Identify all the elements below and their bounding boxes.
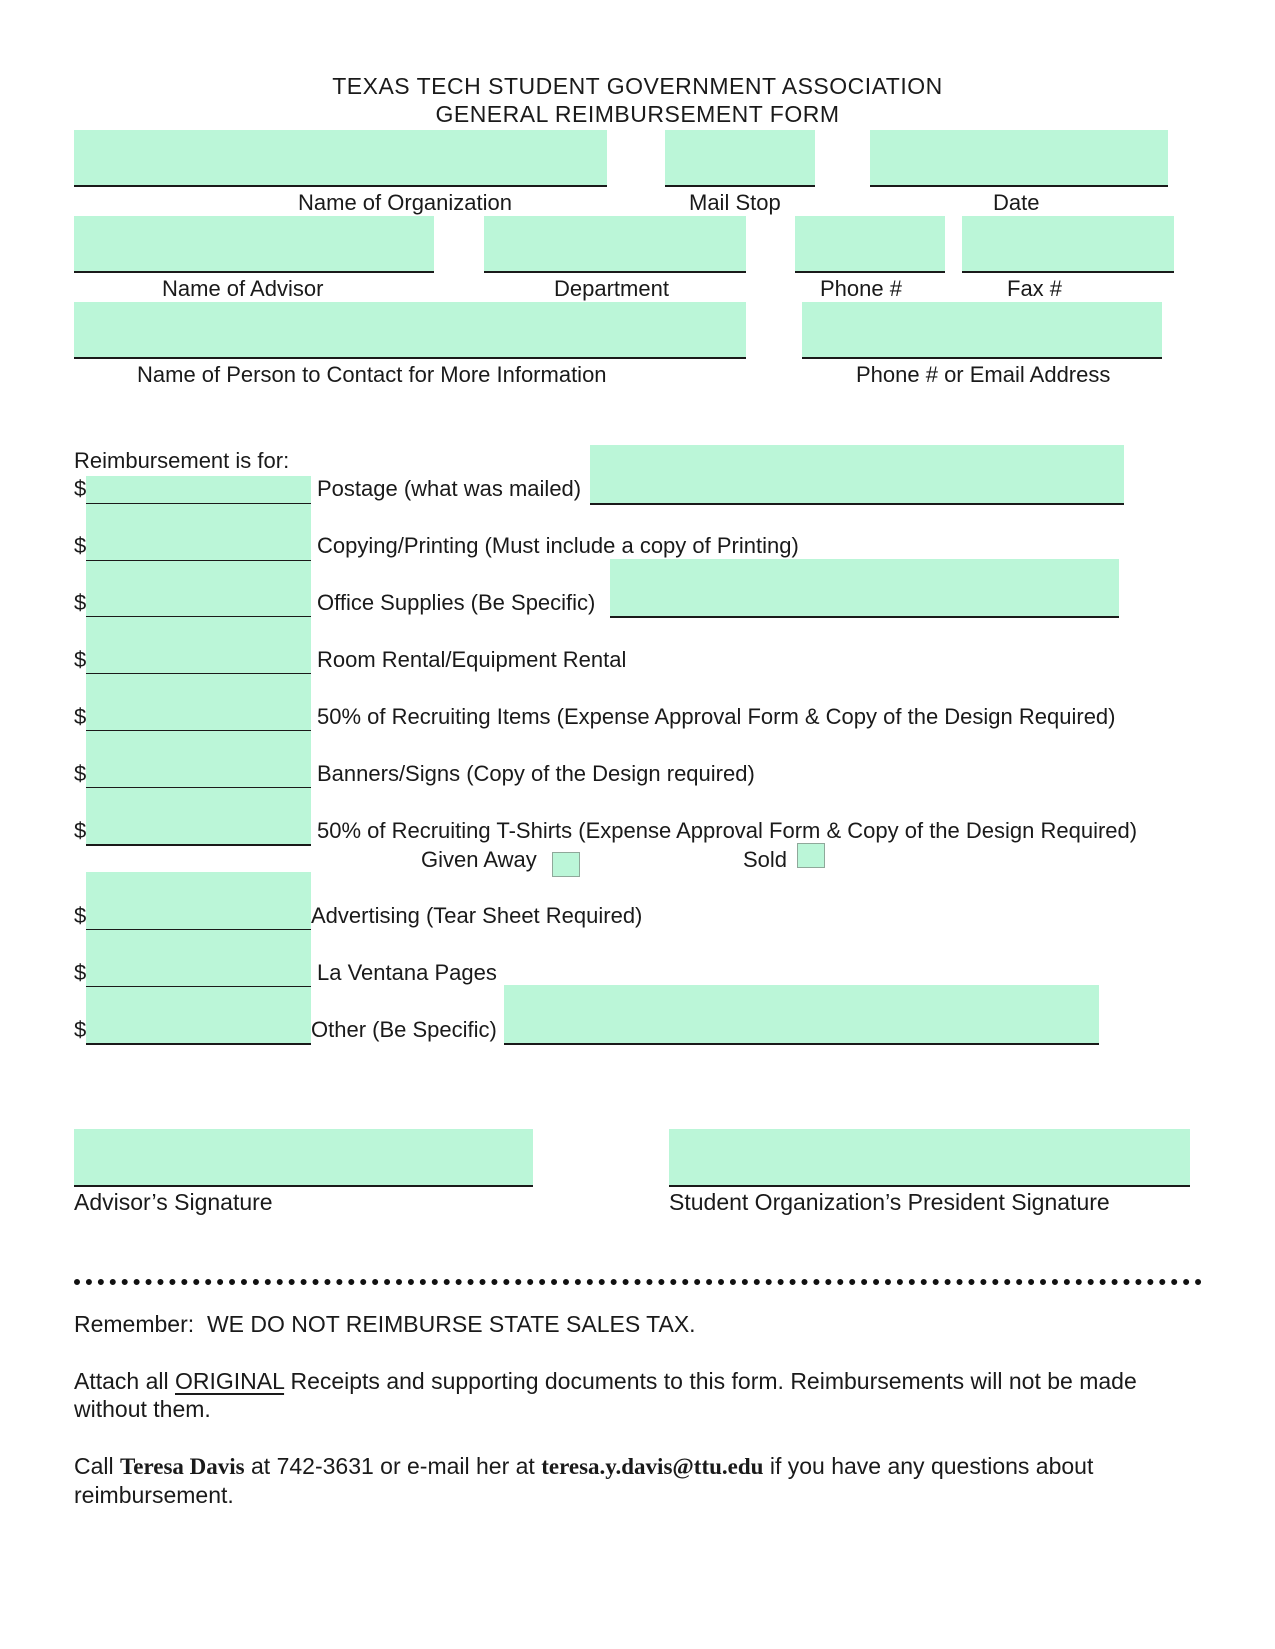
call-text-middle: at 742-3631 or e-mail her at bbox=[244, 1453, 542, 1479]
advertising-label: Advertising (Tear Sheet Required) bbox=[311, 903, 643, 928]
dotted-separator bbox=[74, 1279, 1202, 1285]
phone-label: Phone # bbox=[820, 276, 902, 301]
recruiting-items-label: 50% of Recruiting Items (Expense Approval Form & Copy of the Design Required) bbox=[317, 704, 1116, 729]
currency-symbol: $ bbox=[74, 590, 87, 615]
la-ventana-label: La Ventana Pages bbox=[317, 960, 497, 985]
advisor-signature-field[interactable] bbox=[74, 1129, 533, 1185]
date-underline bbox=[870, 185, 1168, 187]
office-supplies-label: Office Supplies (Be Specific) bbox=[317, 590, 596, 615]
room-rental-label: Room Rental/Equipment Rental bbox=[317, 647, 627, 672]
advertising-amount-field[interactable] bbox=[86, 872, 311, 929]
date-field[interactable] bbox=[870, 130, 1168, 185]
advisor-name-underline bbox=[74, 271, 434, 273]
amount-underline bbox=[86, 844, 311, 846]
banners-amount-field[interactable] bbox=[86, 731, 311, 788]
sales-tax-notice bbox=[74, 1310, 1184, 1338]
advisor-signature-underline bbox=[74, 1185, 533, 1187]
president-signature-underline bbox=[669, 1185, 1190, 1187]
form-title-line-1: TEXAS TECH STUDENT GOVERNMENT ASSOCIATION bbox=[332, 73, 943, 99]
office-supplies-amount-field[interactable] bbox=[86, 561, 311, 617]
contact-info-underline bbox=[802, 357, 1162, 359]
currency-symbol: $ bbox=[74, 533, 87, 558]
department-underline bbox=[484, 271, 746, 273]
original-emphasis: ORIGINAL bbox=[175, 1368, 285, 1394]
date-label: Date bbox=[993, 190, 1040, 215]
contact-info-field[interactable] bbox=[802, 302, 1162, 357]
sold-checkbox[interactable] bbox=[797, 843, 825, 868]
receipts-notice bbox=[74, 1367, 1184, 1423]
advisor-name-label: Name of Advisor bbox=[162, 276, 324, 301]
office-supplies-description-underline bbox=[610, 616, 1119, 618]
president-signature-label: Student Organization’s President Signature bbox=[669, 1189, 1110, 1215]
mail-stop-label: Mail Stop bbox=[689, 190, 781, 215]
other-description-field[interactable] bbox=[504, 985, 1099, 1043]
fax-label: Fax # bbox=[1007, 276, 1063, 301]
other-label: Other (Be Specific) bbox=[311, 1017, 497, 1042]
organization-name-field[interactable] bbox=[74, 130, 607, 185]
currency-symbol: $ bbox=[74, 704, 87, 729]
currency-symbol: $ bbox=[74, 476, 87, 501]
postage-description-underline bbox=[590, 503, 1124, 505]
contact-person-underline bbox=[74, 357, 746, 359]
currency-symbol: $ bbox=[74, 1017, 87, 1042]
banners-label: Banners/Signs (Copy of the Design required) bbox=[317, 761, 755, 786]
attach-text-start: Attach all bbox=[74, 1368, 175, 1394]
currency-symbol: $ bbox=[74, 903, 87, 928]
postage-description-field[interactable] bbox=[590, 445, 1124, 503]
other-description-underline bbox=[504, 1043, 1099, 1045]
organization-name-underline bbox=[74, 185, 607, 187]
phone-underline bbox=[795, 271, 945, 273]
mail-stop-underline bbox=[665, 185, 815, 187]
contact-info-label: Phone # or Email Address bbox=[856, 362, 1111, 387]
phone-field[interactable] bbox=[795, 216, 945, 271]
form-title-line-2: GENERAL REIMBURSEMENT FORM bbox=[435, 101, 840, 127]
la-ventana-amount-field[interactable] bbox=[86, 930, 311, 986]
given-away-checkbox[interactable] bbox=[552, 852, 580, 877]
mail-stop-field[interactable] bbox=[665, 130, 815, 185]
copying-amount-field[interactable] bbox=[86, 504, 311, 561]
other-amount-field[interactable] bbox=[86, 987, 311, 1043]
remember-label: Remember: bbox=[74, 1311, 195, 1337]
call-text-end: if you have any questions about reimbursement. bbox=[74, 1453, 1094, 1508]
remember-text: WE DO NOT REIMBURSE STATE SALES TAX. bbox=[206, 1311, 696, 1337]
president-signature-field[interactable] bbox=[669, 1129, 1190, 1185]
sold-label: Sold bbox=[743, 847, 788, 872]
contact-person-label: Name of Person to Contact for More Information bbox=[137, 362, 607, 387]
room-rental-amount-field[interactable] bbox=[86, 617, 311, 674]
advisor-name-field[interactable] bbox=[74, 216, 434, 271]
currency-symbol: $ bbox=[74, 761, 87, 786]
contact-email: teresa.y.davis@ttu.edu bbox=[541, 1454, 764, 1479]
tshirts-label: 50% of Recruiting T-Shirts (Expense Approval Form & Copy of the Design Required) bbox=[317, 818, 1138, 843]
contact-name: Teresa Davis bbox=[120, 1454, 245, 1479]
postage-label: Postage (what was mailed) bbox=[317, 476, 582, 501]
department-field[interactable] bbox=[484, 216, 746, 271]
currency-symbol: $ bbox=[74, 818, 87, 843]
recruiting-items-amount-field[interactable] bbox=[86, 674, 311, 730]
office-supplies-description-field[interactable] bbox=[610, 559, 1119, 616]
currency-symbol: $ bbox=[74, 647, 87, 672]
copying-label: Copying/Printing (Must include a copy of Printing) bbox=[317, 533, 799, 558]
reimbursement-heading: Reimbursement is for: bbox=[74, 448, 290, 473]
amount-underline bbox=[86, 1043, 311, 1045]
fax-field[interactable] bbox=[962, 216, 1174, 271]
contact-notice bbox=[74, 1452, 1184, 1509]
contact-person-field[interactable] bbox=[74, 302, 746, 357]
tshirts-amount-field[interactable] bbox=[86, 788, 311, 844]
organization-name-label: Name of Organization bbox=[298, 190, 512, 215]
department-label: Department bbox=[554, 276, 669, 301]
postage-amount-field[interactable] bbox=[86, 476, 311, 504]
currency-symbol: $ bbox=[74, 960, 87, 985]
attach-text-end: Receipts and supporting documents to this form. Reimbursements will not be made without them. bbox=[74, 1368, 1137, 1422]
call-text-start: Call bbox=[74, 1453, 121, 1479]
fax-underline bbox=[962, 271, 1174, 273]
advisor-signature-label: Advisor’s Signature bbox=[74, 1189, 273, 1215]
given-away-label: Given Away bbox=[421, 847, 537, 872]
